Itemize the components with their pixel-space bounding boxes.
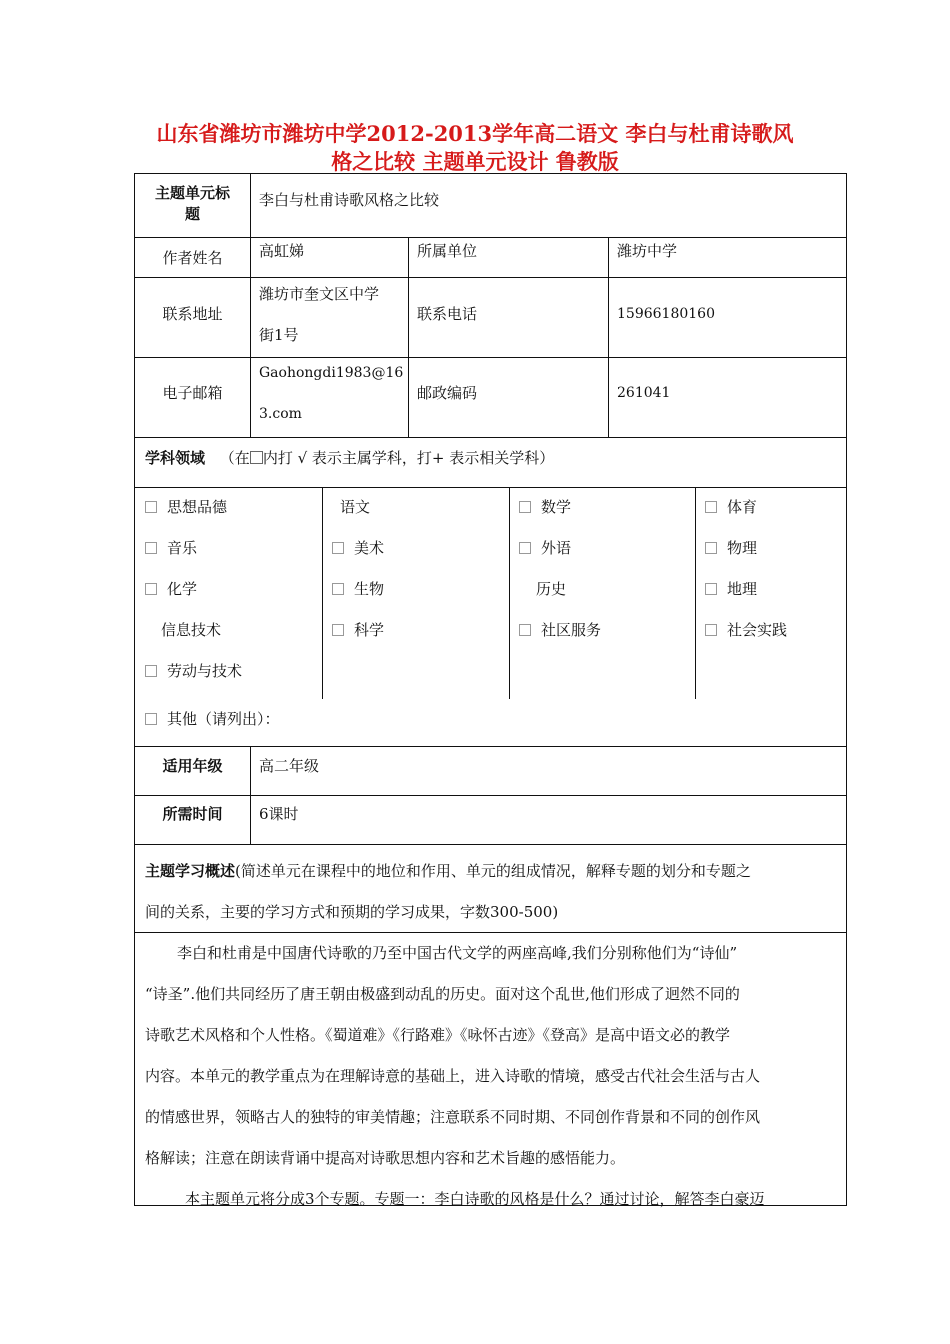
address-value: 潍坊市奎文区中学 街1号 (259, 285, 380, 344)
checkbox-icon[interactable] (705, 542, 717, 554)
row-grade (135, 747, 846, 796)
zip-value: 261041 (617, 385, 671, 401)
checkbox-icon[interactable] (145, 501, 157, 513)
phone-value: 15966180160 (617, 306, 715, 322)
subject-area-header: 学科领域 （在 内打 √ 表示主属学科，打+ 表示相关学科） (145, 449, 555, 467)
row-subject-area (135, 438, 846, 488)
subject-yuwen: 语文 (340, 498, 371, 516)
body-line: 李白和杜甫是中国唐代诗歌的乃至中国古代文学的两座高峰,我们分别称他们为“诗仙” (177, 944, 738, 962)
subject-dili[interactable]: 地理 (705, 578, 757, 599)
author-value: 高虹娣 (259, 242, 305, 260)
checkbox-icon (250, 451, 263, 464)
checkbox-icon[interactable] (705, 583, 717, 595)
checkbox-icon[interactable] (705, 624, 717, 636)
body-line: “诗圣”.他们共同经历了唐王朝由极盛到动乱的历史。面对这个乱世,他们形成了迥然不同的 (145, 985, 740, 1003)
org-label: 所属单位 (417, 242, 478, 260)
time-label: 所需时间 (162, 805, 223, 823)
grade-label: 适用年级 (162, 757, 223, 775)
unit-title-value: 李白与杜甫诗歌风格之比较 (259, 191, 440, 209)
subject-shuxue[interactable]: 数学 (519, 496, 571, 517)
row-time (135, 796, 846, 845)
row-email (135, 358, 846, 438)
subject-laodong[interactable]: 劳动与技术 (145, 660, 242, 681)
overview-header: 主题学习概述(简述单元在课程中的地位和作用、单元的组成情况，解释专题的划分和专题之 间的关系，主要的学习方式和预期的学习成果，字数300-500) (145, 862, 751, 921)
address-label: 联系地址 (162, 305, 223, 323)
body-line: 的情感世界，领略古人的独特的审美情趣；注意联系不同时期、不同创作背景和不同的创作风 (145, 1108, 761, 1126)
phone-label: 联系电话 (417, 305, 478, 323)
body-line: 诗歌艺术风格和个人性格。《蜀道难》《行路难》《咏怀古迹》《登高》是高中语文必的教学 (145, 1026, 731, 1044)
subject-other[interactable]: 其他（请列出）： (145, 708, 280, 729)
row-unit-title (135, 174, 846, 238)
org-value: 潍坊中学 (617, 242, 678, 260)
subject-yinyue[interactable]: 音乐 (145, 537, 197, 558)
subject-huaxue[interactable]: 化学 (145, 578, 197, 599)
checkbox-icon[interactable] (145, 665, 157, 677)
time-value: 6课时 (259, 805, 299, 823)
subject-xinxi: 信息技术 (161, 621, 222, 639)
checkbox-icon[interactable] (332, 624, 344, 636)
grade-value: 高二年级 (259, 757, 320, 775)
body-line: 格解读；注意在朗读背诵中提高对诗歌思想内容和艺术旨趣的感悟能力。 (145, 1149, 626, 1167)
subject-kexue[interactable]: 科学 (332, 619, 384, 640)
row-author (135, 238, 846, 278)
subject-shehui[interactable]: 社会实践 (705, 619, 787, 640)
title-line-2: 格之比较 主题单元设计 鲁教版 (331, 149, 619, 174)
subject-waiyu[interactable]: 外语 (519, 537, 571, 558)
email-value: Gaohongdi1983@16 3.com (259, 365, 404, 422)
zip-label: 邮政编码 (417, 384, 478, 402)
email-label: 电子邮箱 (162, 384, 223, 402)
author-label: 作者姓名 (162, 249, 223, 267)
checkbox-icon[interactable] (145, 713, 157, 725)
checkbox-icon[interactable] (332, 583, 344, 595)
body-line: 本主题单元将分成3个专题。专题一：李白诗歌的风格是什么？通过讨论，解答李白豪迈 (185, 1190, 765, 1208)
subject-shengwu[interactable]: 生物 (332, 578, 384, 599)
checkbox-icon[interactable] (145, 542, 157, 554)
document-title (120, 120, 830, 176)
overview-body (135, 933, 846, 1208)
checkbox-icon[interactable] (332, 542, 344, 554)
checkbox-icon[interactable] (705, 501, 717, 513)
body-line: 内容。本单元的教学重点为在理解诗意的基础上，进入诗歌的情境，感受古代社会生活与古人 (145, 1067, 761, 1085)
subject-sixiang[interactable]: 思想品德 (145, 496, 227, 517)
checkbox-icon[interactable] (519, 501, 531, 513)
row-overview (135, 845, 846, 933)
subject-meishu[interactable]: 美术 (332, 537, 384, 558)
checkbox-icon[interactable] (519, 624, 531, 636)
unit-title-label: 主题单元标 题 (154, 184, 230, 223)
design-form-table (134, 173, 847, 1206)
subject-tiyu[interactable]: 体育 (705, 496, 757, 517)
subject-wuli[interactable]: 物理 (705, 537, 757, 558)
subject-lishi: 历史 (536, 580, 567, 598)
row-subjects (135, 488, 846, 747)
checkbox-icon[interactable] (145, 583, 157, 595)
row-contact (135, 278, 846, 358)
title-line-1: 山东省潍坊市潍坊中学2012-2013学年高二语文 李白与杜甫诗歌风 (156, 121, 794, 146)
checkbox-icon[interactable] (519, 542, 531, 554)
subject-shequ[interactable]: 社区服务 (519, 619, 601, 640)
